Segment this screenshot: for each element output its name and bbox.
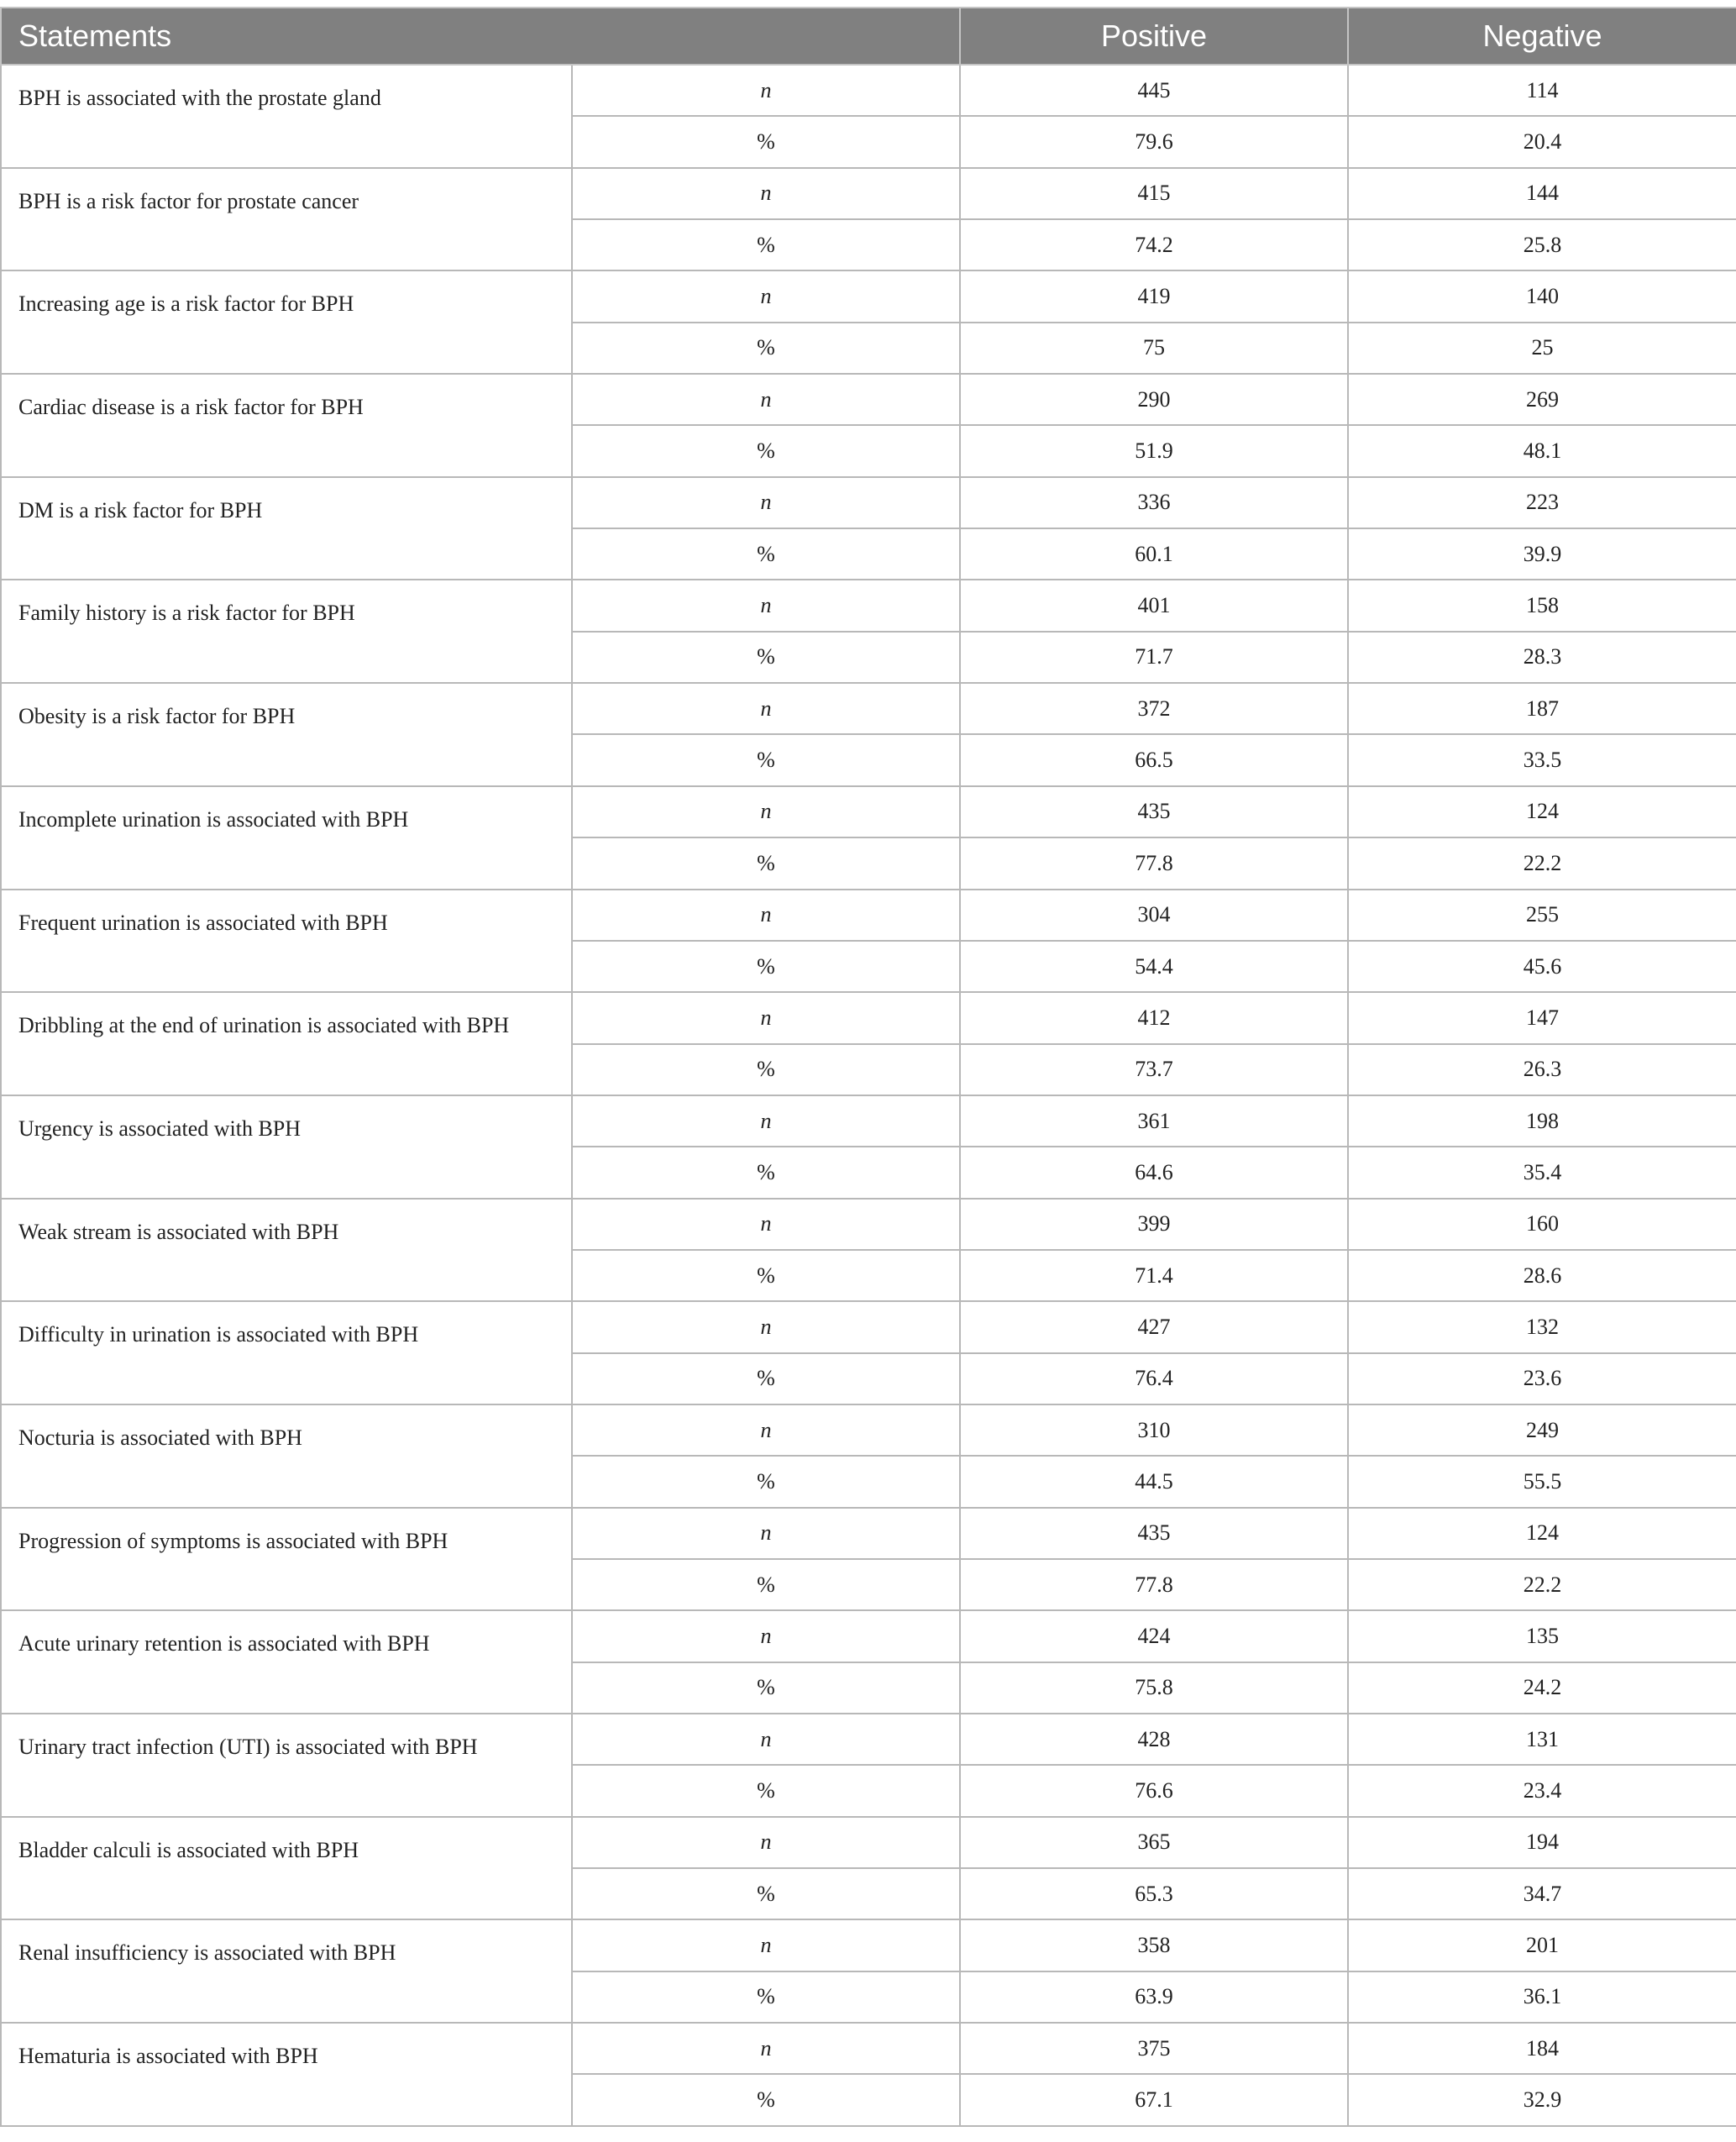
statement-cell: Hematuria is associated with BPH (1, 2023, 572, 2126)
negative-percent-cell: 25 (1348, 323, 1736, 374)
negative-count-cell: 223 (1348, 477, 1736, 528)
negative-count-cell: 184 (1348, 2023, 1736, 2074)
table-row (1, 580, 1736, 631)
count-label-cell: n (572, 65, 960, 116)
positive-count-cell: 372 (960, 683, 1348, 734)
negative-count-cell: 194 (1348, 1817, 1736, 1868)
table-row (1, 270, 1736, 322)
negative-percent-cell: 39.9 (1348, 528, 1736, 580)
count-label-cell: n (572, 1095, 960, 1147)
percent-label-cell: % (572, 219, 960, 270)
statement-cell: BPH is a risk factor for prostate cancer (1, 168, 572, 271)
table-row (1, 786, 1736, 837)
count-label-cell: n (572, 2023, 960, 2074)
negative-percent-cell: 22.2 (1348, 837, 1736, 889)
positive-percent-cell: 60.1 (960, 528, 1348, 580)
negative-count-cell: 132 (1348, 1301, 1736, 1352)
statement-cell: Renal insufficiency is associated with BPH (1, 1919, 572, 2023)
count-label-cell: n (572, 1714, 960, 1765)
positive-percent-cell: 44.5 (960, 1456, 1348, 1507)
positive-percent-cell: 65.3 (960, 1868, 1348, 1919)
negative-percent-cell: 55.5 (1348, 1456, 1736, 1507)
percent-label-cell: % (572, 116, 960, 167)
statement-cell: Urinary tract infection (UTI) is associated with BPH (1, 1714, 572, 1817)
negative-count-cell: 147 (1348, 992, 1736, 1043)
positive-count-cell: 435 (960, 1508, 1348, 1559)
positive-percent-cell: 77.8 (960, 837, 1348, 889)
negative-percent-cell: 33.5 (1348, 734, 1736, 785)
statement-cell: Bladder calculi is associated with BPH (1, 1817, 572, 1920)
positive-count-cell: 415 (960, 168, 1348, 219)
statement-cell: Weak stream is associated with BPH (1, 1199, 572, 1302)
table-row (1, 1404, 1736, 1456)
positive-percent-cell: 67.1 (960, 2074, 1348, 2125)
positive-percent-cell: 64.6 (960, 1147, 1348, 1198)
negative-percent-cell: 28.3 (1348, 632, 1736, 683)
table-row (1, 2023, 1736, 2074)
count-label-cell: n (572, 992, 960, 1043)
positive-percent-cell: 71.4 (960, 1250, 1348, 1301)
table-row (1, 168, 1736, 219)
percent-label-cell: % (572, 1868, 960, 1919)
percent-label-cell: % (572, 734, 960, 785)
positive-count-cell: 427 (960, 1301, 1348, 1352)
header-statements: Statements (1, 8, 960, 65)
count-label-cell: n (572, 1817, 960, 1868)
count-label-cell: n (572, 1508, 960, 1559)
negative-count-cell: 114 (1348, 65, 1736, 116)
percent-label-cell: % (572, 323, 960, 374)
table-row (1, 1817, 1736, 1868)
table-row (1, 1610, 1736, 1662)
table-row (1, 992, 1736, 1043)
negative-count-cell: 187 (1348, 683, 1736, 734)
negative-percent-cell: 45.6 (1348, 941, 1736, 992)
percent-label-cell: % (572, 1559, 960, 1610)
percent-label-cell: % (572, 1250, 960, 1301)
positive-count-cell: 445 (960, 65, 1348, 116)
table-row (1, 1301, 1736, 1352)
positive-count-cell: 401 (960, 580, 1348, 631)
positive-count-cell: 424 (960, 1610, 1348, 1662)
count-label-cell: n (572, 580, 960, 631)
negative-percent-cell: 48.1 (1348, 425, 1736, 476)
positive-count-cell: 365 (960, 1817, 1348, 1868)
negative-count-cell: 158 (1348, 580, 1736, 631)
table-body (1, 65, 1736, 2126)
percent-label-cell: % (572, 1662, 960, 1714)
statement-cell: Family history is a risk factor for BPH (1, 580, 572, 683)
statement-cell: Dribbling at the end of urination is associated with BPH (1, 992, 572, 1095)
table-row (1, 1714, 1736, 1765)
negative-percent-cell: 34.7 (1348, 1868, 1736, 1919)
positive-percent-cell: 71.7 (960, 632, 1348, 683)
statement-cell: Incomplete urination is associated with BPH (1, 786, 572, 890)
header-negative: Negative (1348, 8, 1736, 65)
table-row (1, 890, 1736, 941)
negative-percent-cell: 23.4 (1348, 1765, 1736, 1816)
table-row (1, 1919, 1736, 1971)
count-label-cell: n (572, 683, 960, 734)
statement-cell: BPH is associated with the prostate gland (1, 65, 572, 168)
table-row (1, 374, 1736, 425)
count-label-cell: n (572, 374, 960, 425)
positive-percent-cell: 76.6 (960, 1765, 1348, 1816)
count-label-cell: n (572, 270, 960, 322)
percent-label-cell: % (572, 1044, 960, 1095)
table-row (1, 683, 1736, 734)
positive-percent-cell: 77.8 (960, 1559, 1348, 1610)
statement-cell: Urgency is associated with BPH (1, 1095, 572, 1199)
negative-count-cell: 135 (1348, 1610, 1736, 1662)
table-row (1, 1199, 1736, 1250)
count-label-cell: n (572, 1919, 960, 1971)
table-row (1, 1508, 1736, 1559)
positive-percent-cell: 79.6 (960, 116, 1348, 167)
negative-count-cell: 198 (1348, 1095, 1736, 1147)
positive-percent-cell: 66.5 (960, 734, 1348, 785)
negative-count-cell: 124 (1348, 1508, 1736, 1559)
statement-cell: DM is a risk factor for BPH (1, 477, 572, 580)
negative-percent-cell: 24.2 (1348, 1662, 1736, 1714)
negative-count-cell: 131 (1348, 1714, 1736, 1765)
bph-knowledge-table (0, 7, 1736, 2127)
statement-cell: Nocturia is associated with BPH (1, 1404, 572, 1508)
percent-label-cell: % (572, 1147, 960, 1198)
positive-percent-cell: 75 (960, 323, 1348, 374)
percent-label-cell: % (572, 1456, 960, 1507)
table-row (1, 65, 1736, 116)
percent-label-cell: % (572, 632, 960, 683)
positive-count-cell: 336 (960, 477, 1348, 528)
negative-count-cell: 269 (1348, 374, 1736, 425)
negative-count-cell: 201 (1348, 1919, 1736, 1971)
positive-percent-cell: 54.4 (960, 941, 1348, 992)
count-label-cell: n (572, 1610, 960, 1662)
header-positive: Positive (960, 8, 1348, 65)
positive-count-cell: 290 (960, 374, 1348, 425)
negative-percent-cell: 28.6 (1348, 1250, 1736, 1301)
count-label-cell: n (572, 477, 960, 528)
statement-cell: Increasing age is a risk factor for BPH (1, 270, 572, 374)
negative-percent-cell: 36.1 (1348, 1971, 1736, 2023)
count-label-cell: n (572, 1404, 960, 1456)
count-label-cell: n (572, 890, 960, 941)
positive-percent-cell: 75.8 (960, 1662, 1348, 1714)
percent-label-cell: % (572, 941, 960, 992)
percent-label-cell: % (572, 1353, 960, 1404)
negative-percent-cell: 20.4 (1348, 116, 1736, 167)
percent-label-cell: % (572, 528, 960, 580)
negative-percent-cell: 35.4 (1348, 1147, 1736, 1198)
statement-cell: Progression of symptoms is associated with BPH (1, 1508, 572, 1611)
positive-count-cell: 361 (960, 1095, 1348, 1147)
positive-count-cell: 304 (960, 890, 1348, 941)
statement-cell: Obesity is a risk factor for BPH (1, 683, 572, 786)
negative-percent-cell: 23.6 (1348, 1353, 1736, 1404)
count-label-cell: n (572, 1199, 960, 1250)
positive-count-cell: 358 (960, 1919, 1348, 1971)
positive-percent-cell: 73.7 (960, 1044, 1348, 1095)
negative-count-cell: 255 (1348, 890, 1736, 941)
positive-count-cell: 412 (960, 992, 1348, 1043)
percent-label-cell: % (572, 1971, 960, 2023)
table-row (1, 477, 1736, 528)
statement-cell: Cardiac disease is a risk factor for BPH (1, 374, 572, 477)
percent-label-cell: % (572, 1765, 960, 1816)
percent-label-cell: % (572, 837, 960, 889)
percent-label-cell: % (572, 2074, 960, 2125)
positive-count-cell: 419 (960, 270, 1348, 322)
positive-percent-cell: 76.4 (960, 1353, 1348, 1404)
negative-count-cell: 124 (1348, 786, 1736, 837)
count-label-cell: n (572, 1301, 960, 1352)
percent-label-cell: % (572, 425, 960, 476)
negative-percent-cell: 22.2 (1348, 1559, 1736, 1610)
statement-cell: Acute urinary retention is associated with BPH (1, 1610, 572, 1714)
positive-count-cell: 375 (960, 2023, 1348, 2074)
positive-percent-cell: 74.2 (960, 219, 1348, 270)
statement-cell: Difficulty in urination is associated with BPH (1, 1301, 572, 1404)
negative-count-cell: 140 (1348, 270, 1736, 322)
negative-count-cell: 160 (1348, 1199, 1736, 1250)
positive-count-cell: 310 (960, 1404, 1348, 1456)
positive-percent-cell: 63.9 (960, 1971, 1348, 2023)
count-label-cell: n (572, 786, 960, 837)
negative-count-cell: 144 (1348, 168, 1736, 219)
positive-count-cell: 428 (960, 1714, 1348, 1765)
positive-count-cell: 435 (960, 786, 1348, 837)
negative-percent-cell: 25.8 (1348, 219, 1736, 270)
negative-percent-cell: 32.9 (1348, 2074, 1736, 2125)
positive-count-cell: 399 (960, 1199, 1348, 1250)
table-header (1, 8, 1736, 65)
count-label-cell: n (572, 168, 960, 219)
statement-cell: Frequent urination is associated with BPH (1, 890, 572, 993)
header-row (1, 8, 1736, 65)
positive-percent-cell: 51.9 (960, 425, 1348, 476)
table-row (1, 1095, 1736, 1147)
negative-count-cell: 249 (1348, 1404, 1736, 1456)
negative-percent-cell: 26.3 (1348, 1044, 1736, 1095)
data-table-container (0, 7, 1736, 2127)
